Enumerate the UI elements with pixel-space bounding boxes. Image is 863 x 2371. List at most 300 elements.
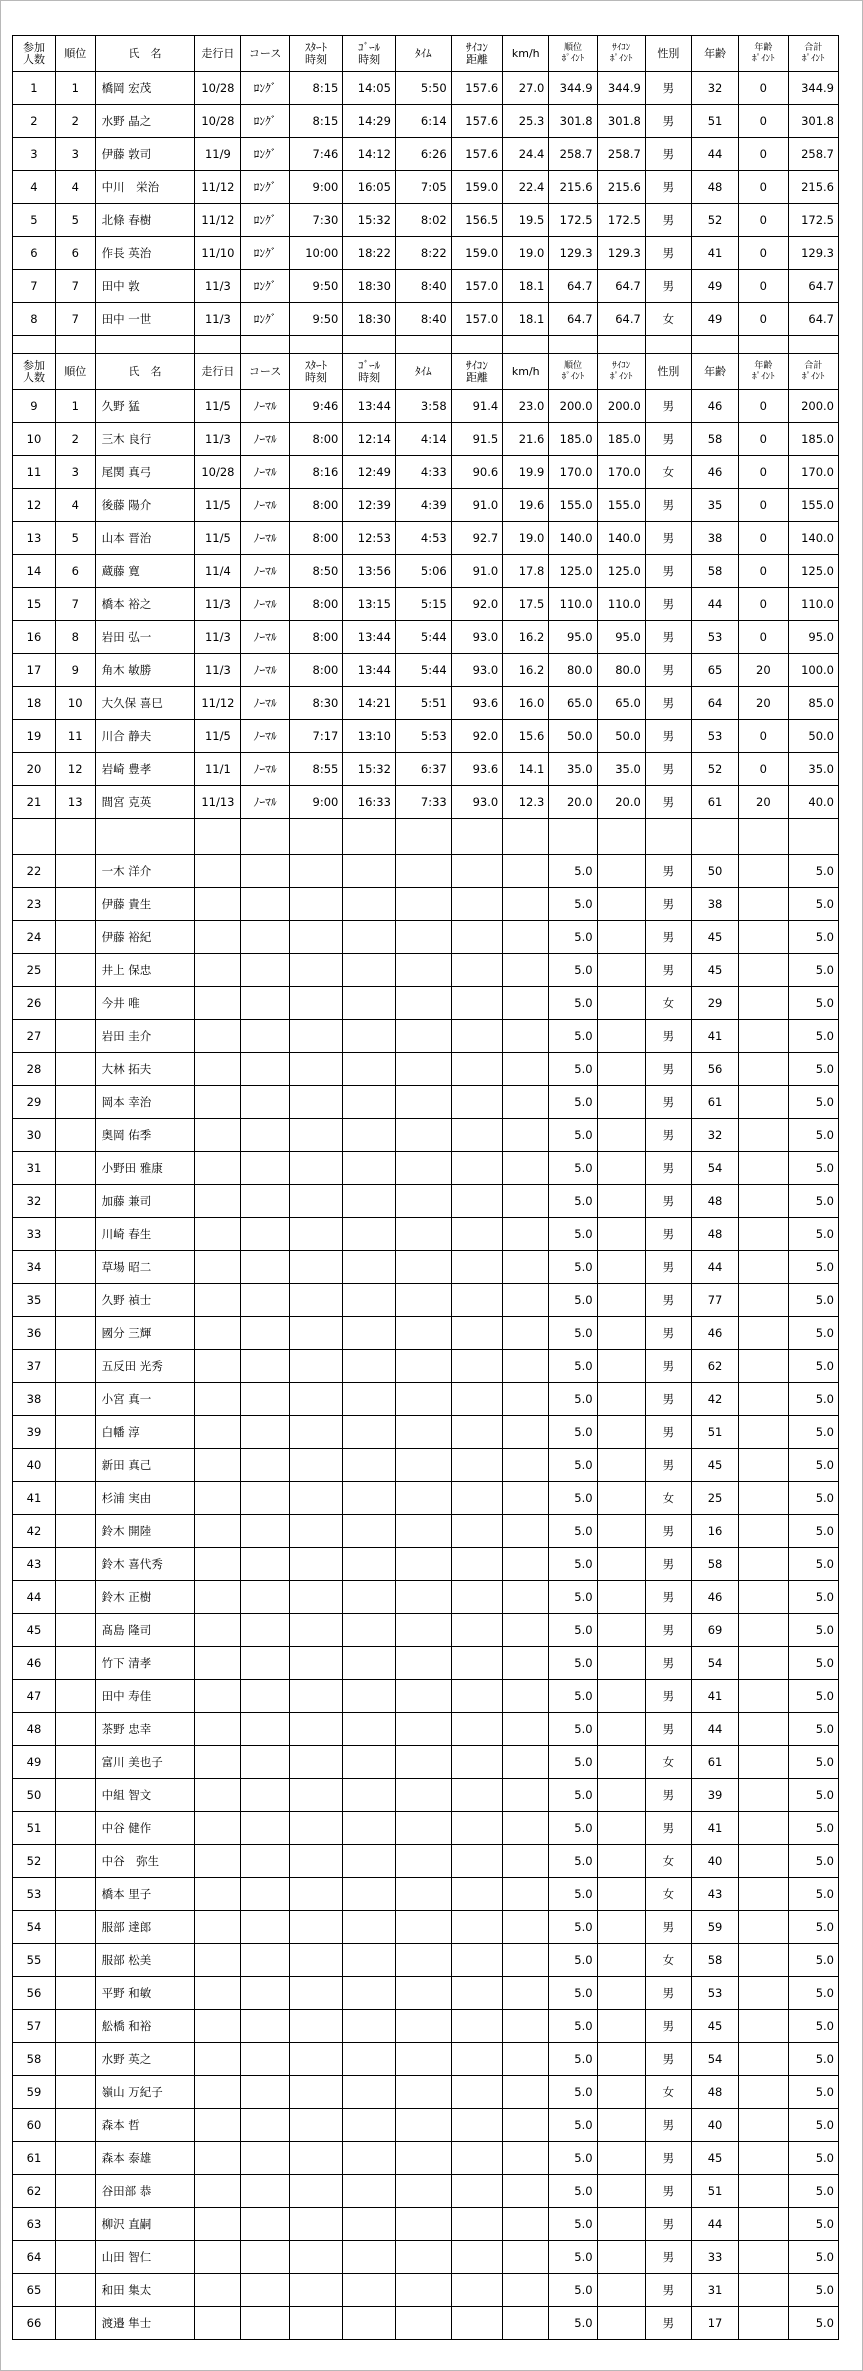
participant-row	[13, 1053, 839, 1086]
table-cell: 11/5	[195, 390, 241, 423]
empty-cell	[343, 1680, 396, 1713]
table-cell: 129.3	[549, 237, 597, 270]
table-cell: 51	[13, 1812, 56, 1845]
table-cell: 40.0	[788, 786, 839, 819]
table-cell: 11/3	[195, 588, 241, 621]
table-cell: 92.7	[451, 522, 502, 555]
table-cell: 0	[739, 621, 788, 654]
header-text: 合計	[804, 42, 823, 53]
empty-cell	[241, 1251, 289, 1284]
header-text: 年齢	[754, 360, 773, 371]
table-cell: 6:37	[395, 753, 451, 786]
empty-cell	[451, 1977, 502, 2010]
table-cell: 0	[739, 423, 788, 456]
empty-cell	[343, 954, 396, 987]
empty-cell	[195, 1746, 241, 1779]
table-cell: 9:50	[289, 270, 343, 303]
empty-cell	[739, 888, 788, 921]
table-cell: 125.0	[549, 555, 597, 588]
table-cell: 200.0	[549, 390, 597, 423]
table-row	[13, 138, 839, 171]
empty-cell	[739, 2142, 788, 2175]
table-cell: 伊藤 貴生	[95, 888, 195, 921]
table-row	[13, 456, 839, 489]
table-cell: ﾉｰﾏﾙ	[241, 588, 289, 621]
empty-cell	[395, 2010, 451, 2043]
table-cell: 11/5	[195, 489, 241, 522]
empty-cell	[503, 1416, 549, 1449]
header-text: km/h	[511, 46, 540, 60]
table-cell: 48	[691, 1218, 738, 1251]
empty-cell	[597, 1053, 645, 1086]
table-cell: 58	[13, 2043, 56, 2076]
table-cell: 95.0	[788, 621, 839, 654]
table-cell: 5.0	[549, 2208, 597, 2241]
empty-cell	[343, 1416, 396, 1449]
table-cell: 5.0	[549, 1944, 597, 1977]
table-cell: 5.0	[788, 1119, 839, 1152]
empty-cell	[395, 1053, 451, 1086]
table-cell: 64.7	[549, 270, 597, 303]
empty-cell	[503, 1515, 549, 1548]
empty-cell	[241, 819, 289, 855]
header-text: 性別	[657, 46, 680, 60]
header-text: ｻｲｺﾝ	[465, 40, 488, 54]
empty-cell	[343, 1977, 396, 2010]
participant-row	[13, 2142, 839, 2175]
table-cell: 140.0	[597, 522, 645, 555]
empty-cell	[451, 2142, 502, 2175]
table-cell: 久野 禎士	[95, 1284, 195, 1317]
table-cell: 5.0	[788, 954, 839, 987]
empty-cell	[55, 1977, 95, 2010]
table-cell: 中川 栄治	[95, 171, 195, 204]
table-cell: 125.0	[597, 555, 645, 588]
empty-cell	[343, 1020, 396, 1053]
empty-cell	[289, 2043, 343, 2076]
empty-cell	[241, 954, 289, 987]
table-cell: 男	[645, 489, 691, 522]
empty-cell	[55, 1713, 95, 1746]
empty-cell	[395, 819, 451, 855]
table-cell: 男	[645, 786, 691, 819]
table-cell: 5.0	[549, 1680, 597, 1713]
table-cell: 5.0	[549, 1581, 597, 1614]
table-cell: 53	[691, 720, 738, 753]
table-cell: 髙島 隆司	[95, 1614, 195, 1647]
table-cell: 5.0	[788, 2043, 839, 2076]
table-cell: 男	[645, 1911, 691, 1944]
table-cell: 19.0	[503, 522, 549, 555]
empty-cell	[451, 2274, 502, 2307]
table-cell: 16:05	[343, 171, 396, 204]
table-cell: 5.0	[549, 1218, 597, 1251]
empty-cell	[289, 1812, 343, 1845]
participant-row	[13, 2109, 839, 2142]
table-cell: 14:21	[343, 687, 396, 720]
table-cell: 加藤 兼司	[95, 1185, 195, 1218]
empty-cell	[195, 1581, 241, 1614]
empty-cell	[343, 819, 396, 855]
table-cell: 41	[691, 1812, 738, 1845]
results-table-body	[13, 36, 839, 2340]
empty-cell	[739, 1812, 788, 1845]
header-text: km/h	[511, 364, 540, 378]
empty-cell	[451, 1119, 502, 1152]
table-cell: 5.0	[788, 1746, 839, 1779]
table-cell: 男	[645, 687, 691, 720]
table-cell: 3:58	[395, 390, 451, 423]
empty-cell	[343, 987, 396, 1020]
table-cell: 33	[13, 1218, 56, 1251]
header-text: ﾎﾟｲﾝﾄ	[801, 371, 825, 382]
table-cell: ﾉｰﾏﾙ	[241, 687, 289, 720]
table-cell: 18:30	[343, 270, 396, 303]
table-cell: 男	[645, 1053, 691, 1086]
table-cell: 5.0	[788, 2208, 839, 2241]
empty-cell	[739, 2208, 788, 2241]
table-cell: 5.0	[788, 2010, 839, 2043]
empty-cell	[289, 336, 343, 354]
table-cell: 5.0	[788, 1911, 839, 1944]
table-cell: 17	[691, 2307, 738, 2340]
table-cell: 15:32	[343, 204, 396, 237]
table-cell: 5.0	[549, 1416, 597, 1449]
empty-cell	[451, 1020, 502, 1053]
table-cell: ﾉｰﾏﾙ	[241, 786, 289, 819]
empty-cell	[55, 2109, 95, 2142]
table-cell: 110.0	[549, 588, 597, 621]
header-cell	[597, 354, 645, 390]
empty-cell	[739, 1416, 788, 1449]
empty-cell	[739, 2241, 788, 2274]
table-cell: 200.0	[788, 390, 839, 423]
table-cell: 奥岡 佑季	[95, 1119, 195, 1152]
table-cell: 中谷 健作	[95, 1812, 195, 1845]
empty-cell	[343, 1779, 396, 1812]
table-cell: 2	[55, 423, 95, 456]
table-cell: 田中 一世	[95, 303, 195, 336]
header-text: ﾀｲﾑ	[415, 46, 432, 60]
table-cell: 井上 保忠	[95, 954, 195, 987]
table-row	[13, 390, 839, 423]
table-cell: 157.6	[451, 138, 502, 171]
table-cell: 35	[691, 489, 738, 522]
empty-cell	[395, 1482, 451, 1515]
table-cell: 間宮 克英	[95, 786, 195, 819]
table-cell: 5.0	[549, 855, 597, 888]
empty-cell	[597, 1350, 645, 1383]
participant-row	[13, 1515, 839, 1548]
empty-cell	[55, 1251, 95, 1284]
participant-row	[13, 1218, 839, 1251]
header-cell	[503, 36, 549, 72]
empty-cell	[451, 2043, 502, 2076]
table-cell: 6	[13, 237, 56, 270]
table-cell: 11/3	[195, 303, 241, 336]
table-cell: 5.0	[549, 1053, 597, 1086]
empty-cell	[549, 819, 597, 855]
empty-cell	[289, 1614, 343, 1647]
table-cell: 男	[645, 204, 691, 237]
table-cell: 新田 真己	[95, 1449, 195, 1482]
table-cell: 女	[645, 456, 691, 489]
table-cell: 男	[645, 1020, 691, 1053]
table-cell: 8:15	[289, 72, 343, 105]
table-cell: 93.0	[451, 654, 502, 687]
table-cell: 9:00	[289, 171, 343, 204]
table-cell: 25	[13, 954, 56, 987]
header-cell	[395, 36, 451, 72]
table-cell: 女	[645, 2076, 691, 2109]
table-cell: ﾛﾝｸﾞ	[241, 171, 289, 204]
table-cell: 21	[13, 786, 56, 819]
empty-cell	[597, 987, 645, 1020]
participant-row	[13, 1350, 839, 1383]
empty-cell	[55, 1053, 95, 1086]
empty-cell	[55, 1020, 95, 1053]
empty-cell	[395, 2142, 451, 2175]
empty-cell	[451, 2307, 502, 2340]
table-cell: 59	[13, 2076, 56, 2109]
table-cell: 185.0	[597, 423, 645, 456]
empty-cell	[597, 1284, 645, 1317]
empty-cell	[395, 1812, 451, 1845]
empty-cell	[597, 1482, 645, 1515]
table-cell: 0	[739, 489, 788, 522]
empty-cell	[289, 1581, 343, 1614]
empty-cell	[597, 1878, 645, 1911]
empty-cell	[597, 1779, 645, 1812]
empty-cell	[55, 1086, 95, 1119]
table-cell: 9	[55, 654, 95, 687]
table-cell: 5.0	[549, 2010, 597, 2043]
table-cell: 44	[691, 2208, 738, 2241]
table-cell: 5.0	[788, 1185, 839, 1218]
table-cell: 柳沢 直嗣	[95, 2208, 195, 2241]
table-cell: 橋本 裕之	[95, 588, 195, 621]
empty-cell	[503, 1482, 549, 1515]
empty-cell	[395, 1581, 451, 1614]
empty-cell	[241, 2307, 289, 2340]
table-cell: 48	[691, 2076, 738, 2109]
table-cell: 25	[691, 1482, 738, 1515]
empty-cell	[289, 1548, 343, 1581]
table-cell: ﾛﾝｸﾞ	[241, 237, 289, 270]
empty-cell	[241, 1020, 289, 1053]
table-cell: 13:44	[343, 654, 396, 687]
table-cell: 5:06	[395, 555, 451, 588]
empty-cell	[395, 2208, 451, 2241]
empty-cell	[241, 1449, 289, 1482]
empty-cell	[395, 1647, 451, 1680]
table-cell: 5.0	[788, 1482, 839, 1515]
table-cell: 31	[691, 2274, 738, 2307]
table-row	[13, 522, 839, 555]
table-cell: 24.4	[503, 138, 549, 171]
empty-cell	[451, 2175, 502, 2208]
empty-cell	[645, 336, 691, 354]
table-row	[13, 588, 839, 621]
table-cell: 110.0	[788, 588, 839, 621]
table-cell: 185.0	[549, 423, 597, 456]
table-cell: 5.0	[788, 2109, 839, 2142]
empty-cell	[55, 1185, 95, 1218]
empty-cell	[55, 1812, 95, 1845]
empty-cell	[451, 2241, 502, 2274]
empty-cell	[739, 1680, 788, 1713]
empty-cell	[195, 336, 241, 354]
table-cell: 8:50	[289, 555, 343, 588]
empty-cell	[289, 1977, 343, 2010]
empty-cell	[503, 1779, 549, 1812]
table-cell: 男	[645, 138, 691, 171]
empty-cell	[343, 2142, 396, 2175]
table-cell: 43	[13, 1548, 56, 1581]
empty-cell	[395, 1416, 451, 1449]
empty-cell	[395, 1218, 451, 1251]
table-cell: 155.0	[788, 489, 839, 522]
table-cell: 5.0	[549, 2274, 597, 2307]
empty-cell	[395, 1713, 451, 1746]
table-cell: 舩橋 和裕	[95, 2010, 195, 2043]
header-text: ｻｲｺﾝ	[465, 358, 488, 372]
empty-cell	[739, 2010, 788, 2043]
table-cell: 5.0	[549, 1086, 597, 1119]
table-cell: 45	[691, 1449, 738, 1482]
table-cell: 5:44	[395, 621, 451, 654]
table-cell: 10/28	[195, 72, 241, 105]
table-cell: 5.0	[788, 1053, 839, 1086]
participant-row	[13, 1185, 839, 1218]
empty-cell	[451, 1218, 502, 1251]
empty-cell	[597, 2241, 645, 2274]
table-row	[13, 171, 839, 204]
empty-cell	[739, 1581, 788, 1614]
participant-row	[13, 1548, 839, 1581]
table-cell: 5:53	[395, 720, 451, 753]
empty-cell	[503, 2175, 549, 2208]
table-cell: 12:49	[343, 456, 396, 489]
table-cell: 156.5	[451, 204, 502, 237]
empty-cell	[13, 819, 56, 855]
empty-cell	[241, 1977, 289, 2010]
table-cell: 5.0	[549, 2175, 597, 2208]
table-cell: 63	[13, 2208, 56, 2241]
table-cell: 9:50	[289, 303, 343, 336]
table-cell: 8:22	[395, 237, 451, 270]
table-cell: 5.0	[788, 2274, 839, 2307]
table-cell: 48	[691, 1185, 738, 1218]
table-cell: 45	[691, 2142, 738, 2175]
empty-cell	[343, 2076, 396, 2109]
table-cell: 64.7	[788, 270, 839, 303]
participant-row	[13, 1317, 839, 1350]
table-cell: 4:39	[395, 489, 451, 522]
empty-cell	[241, 1548, 289, 1581]
empty-cell	[395, 1119, 451, 1152]
empty-cell	[241, 1317, 289, 1350]
empty-cell	[55, 2274, 95, 2307]
empty-cell	[55, 1152, 95, 1185]
table-cell: 92.0	[451, 588, 502, 621]
empty-cell	[195, 2109, 241, 2142]
table-cell: 男	[645, 1548, 691, 1581]
table-cell: 58	[691, 1944, 738, 1977]
table-row	[13, 303, 839, 336]
table-cell: 10:00	[289, 237, 343, 270]
empty-cell	[597, 1515, 645, 1548]
table-cell: 155.0	[549, 489, 597, 522]
empty-cell	[289, 1878, 343, 1911]
empty-cell	[739, 1779, 788, 1812]
participant-row	[13, 1482, 839, 1515]
table-cell: 0	[739, 753, 788, 786]
table-cell: 39	[13, 1416, 56, 1449]
table-cell: 男	[645, 522, 691, 555]
table-cell: 61	[691, 1746, 738, 1779]
header-text: ｽﾀｰﾄ	[305, 40, 328, 54]
table-cell: 4:33	[395, 456, 451, 489]
table-cell: 山本 晋治	[95, 522, 195, 555]
table-cell: 水野 英之	[95, 2043, 195, 2076]
empty-cell	[451, 1779, 502, 1812]
empty-cell	[55, 1449, 95, 1482]
table-cell: 30	[13, 1119, 56, 1152]
table-cell: 92.0	[451, 720, 502, 753]
table-cell: 女	[645, 987, 691, 1020]
table-cell: 69	[691, 1614, 738, 1647]
header-cell	[645, 354, 691, 390]
empty-cell	[597, 1746, 645, 1779]
empty-cell	[395, 1152, 451, 1185]
participant-row	[13, 1284, 839, 1317]
empty-cell	[739, 1944, 788, 1977]
empty-cell	[739, 1218, 788, 1251]
table-cell: 8:00	[289, 522, 343, 555]
table-cell: 58	[691, 423, 738, 456]
empty-cell	[289, 987, 343, 1020]
empty-cell	[597, 2307, 645, 2340]
table-cell: 44	[691, 588, 738, 621]
empty-cell	[739, 1185, 788, 1218]
table-cell: 5.0	[549, 1911, 597, 1944]
empty-cell	[343, 1845, 396, 1878]
table-cell: 66	[13, 2307, 56, 2340]
table-cell: 5	[55, 522, 95, 555]
empty-cell	[241, 1086, 289, 1119]
table-cell: 13:15	[343, 588, 396, 621]
header-text: 時刻	[358, 52, 381, 66]
empty-cell	[241, 888, 289, 921]
table-cell: 男	[645, 1449, 691, 1482]
empty-cell	[451, 1449, 502, 1482]
empty-cell	[343, 1119, 396, 1152]
table-cell: 5.0	[788, 1581, 839, 1614]
table-cell: 5.0	[549, 2241, 597, 2274]
table-row	[13, 654, 839, 687]
table-cell: 45	[691, 954, 738, 987]
table-cell: 48	[691, 171, 738, 204]
empty-cell	[739, 1878, 788, 1911]
empty-cell	[395, 1614, 451, 1647]
empty-cell	[451, 1284, 502, 1317]
empty-cell	[503, 1152, 549, 1185]
empty-cell	[503, 1680, 549, 1713]
header-text: 年齢	[704, 364, 727, 378]
empty-cell	[503, 2241, 549, 2274]
table-cell: 157.0	[451, 303, 502, 336]
